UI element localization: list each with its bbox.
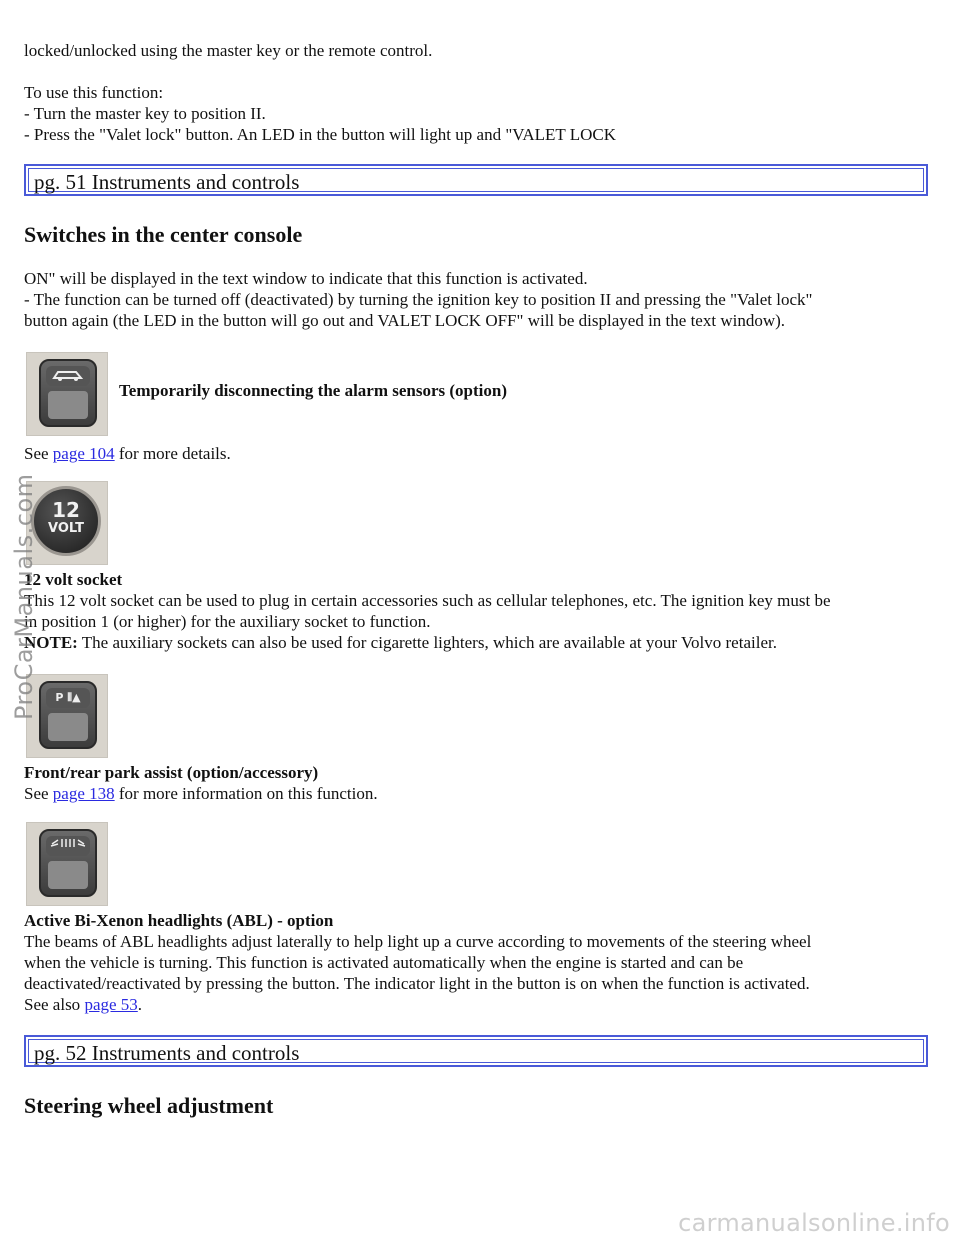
- volt-socket-image: [26, 481, 108, 565]
- headlight-beam-icon: [46, 836, 90, 856]
- socket-line-1: This 12 volt socket can be used to plug in certain accessories such as cellular telephones, etc. The ignition key must be: [24, 591, 831, 610]
- park-see-text: See page 138 for more information on this function.: [24, 784, 378, 803]
- intro-line-2: To use this function:: [24, 83, 164, 102]
- socket-line-2: in position 1 (or higher) for the auxiliary socket to function.: [24, 612, 431, 631]
- intro-line-1: locked/unlocked using the master key or the remote control.: [24, 41, 433, 60]
- abl-button-icon: [39, 829, 97, 897]
- intro-line-3: - Turn the master key to position II.: [24, 104, 266, 123]
- footer-watermark: carmanualsonline.info: [678, 1209, 950, 1237]
- alarm-see-text: See page 104 for more details.: [24, 444, 231, 463]
- continued-line-2: - The function can be turned off (deactivated) by turning the ignition key to position II and pressing the "Valet lock": [24, 290, 813, 309]
- park-assist-button-icon: [39, 681, 97, 749]
- intro-line-4: - Press the "Valet lock" button. An LED in the button will light up and "VALET LOCK: [24, 125, 617, 144]
- link-page-104[interactable]: page 104: [52, 444, 115, 463]
- continued-line-1: ON" will be displayed in the text window to indicate that this function is activated.: [24, 269, 588, 288]
- link-page-53[interactable]: page 53: [84, 995, 138, 1014]
- alarm-heading: Temporarily disconnecting the alarm sensors (option): [119, 381, 508, 400]
- abl-line-2: when the vehicle is turning. This function is activated automatically when the engine is started and can be: [24, 953, 744, 972]
- abl-line-1: The beams of ABL headlights adjust laterally to help light up a curve according to movements of the steering wheel: [24, 932, 812, 951]
- socket-note: NOTE: The auxiliary sockets can also be used for cigarette lighters, which are available at your Volvo retailer.: [24, 633, 777, 652]
- abl-see-text: See also page 53.: [24, 995, 143, 1014]
- abl-line-3: deactivated/reactivated by pressing the button. The indicator light in the button is on when the function is activated.: [24, 974, 810, 993]
- watermark: ProCarManuals.com: [10, 473, 38, 720]
- socket-heading: 12 volt socket: [24, 570, 123, 589]
- page-52-header: [24, 1035, 928, 1067]
- alarm-button-icon: [39, 359, 97, 427]
- page-52-header-text: pg. 52 Instruments and controls: [34, 1041, 300, 1065]
- park-assist-image: [26, 674, 108, 758]
- abl-button-image: [26, 822, 108, 906]
- continued-line-3: button again (the LED in the button will go out and VALET LOCK OFF" will be displayed in the text window).: [24, 311, 786, 330]
- page-51-header: [24, 164, 928, 196]
- car-alarm-icon: [46, 366, 90, 386]
- section-title-center-console: Switches in the center console: [24, 222, 303, 247]
- park-assist-icon: P ⦀▲: [46, 688, 90, 708]
- abl-heading: Active Bi-Xenon headlights (ABL) - option: [24, 911, 334, 930]
- park-heading: Front/rear park assist (option/accessory): [24, 763, 319, 782]
- alarm-button-image: [26, 352, 108, 436]
- section-title-steering-wheel: Steering wheel adjustment: [24, 1093, 274, 1118]
- link-page-138[interactable]: page 138: [52, 784, 115, 803]
- 12-volt-icon: 12 VOLT: [31, 486, 101, 556]
- page-51-header-text: pg. 51 Instruments and controls: [34, 170, 300, 194]
